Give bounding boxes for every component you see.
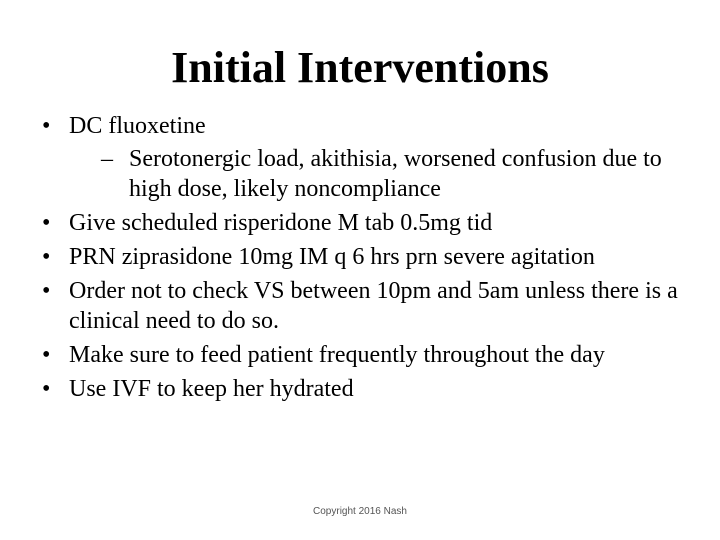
bullet-text: Order not to check VS between 10pm and 5am unless there is a clinical need to do so. xyxy=(69,278,678,334)
copyright-footer: Copyright 2016 Nash xyxy=(313,506,407,517)
bullet-text: DC fluoxetine xyxy=(69,113,206,139)
bullet-marker: • xyxy=(42,210,51,236)
bullet-list xyxy=(42,111,692,408)
slide-title: Initial Interventions xyxy=(171,43,549,92)
sub-bullet-marker: – xyxy=(101,146,113,172)
bullet-text: Give scheduled risperidone M tab 0.5mg tid xyxy=(69,210,493,236)
bullet-item xyxy=(42,374,692,404)
sub-bullet-item xyxy=(69,144,692,204)
bullet-item xyxy=(42,276,692,336)
bullet-item xyxy=(42,208,692,238)
bullet-item xyxy=(42,242,692,272)
bullet-text: PRN ziprasidone 10mg IM q 6 hrs prn severe agitation xyxy=(69,244,595,270)
bullet-text: Use IVF to keep her hydrated xyxy=(69,376,354,402)
bullet-item xyxy=(42,340,692,370)
bullet-marker: • xyxy=(42,278,51,304)
bullet-item xyxy=(42,111,692,204)
sub-bullet-text: Serotonergic load, akithisia, worsened confusion due to high dose, likely noncompliance xyxy=(129,146,662,202)
bullet-marker: • xyxy=(42,244,51,270)
bullet-marker: • xyxy=(42,342,51,368)
bullet-marker: • xyxy=(42,376,51,402)
sub-bullet-list xyxy=(69,144,692,204)
bullet-text: Make sure to feed patient frequently throughout the day xyxy=(69,342,605,368)
bullet-marker: • xyxy=(42,113,51,139)
